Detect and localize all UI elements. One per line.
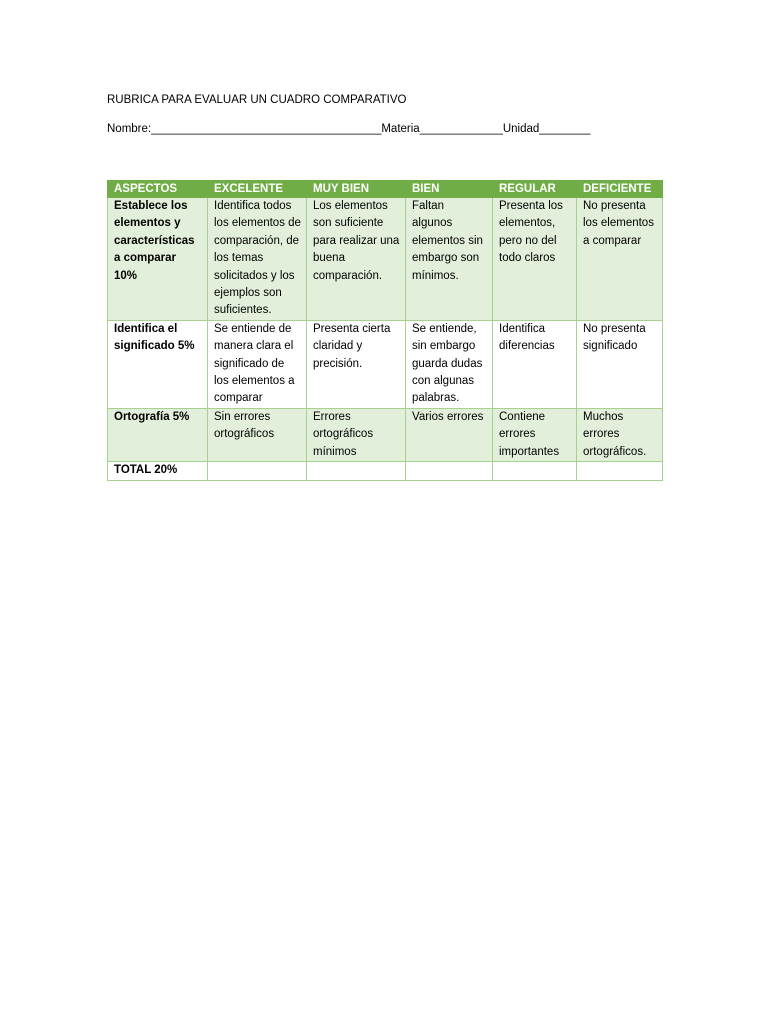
total-label-cell: TOTAL 20% (108, 462, 208, 480)
criterion-cell-deficiente: No presenta los elementos a comparar (577, 198, 663, 321)
criterion-cell-muy-bien: Presenta cierta claridad y precisión. (307, 320, 406, 408)
rubric-row-total (108, 462, 663, 480)
criterion-cell-muy-bien: Errores ortográficos mínimos (307, 408, 406, 461)
header-deficiente: DEFICIENTE (577, 181, 663, 198)
criterion-cell-regular: Presenta los elementos, pero no del todo claros (493, 198, 577, 321)
criterion-cell-deficiente: Muchos errores ortográficos. (577, 408, 663, 461)
header-aspectos: ASPECTOS (108, 181, 208, 198)
header-excelente: EXCELENTE (208, 181, 307, 198)
document-title: RUBRICA PARA EVALUAR UN CUADRO COMPARATIVO (107, 94, 407, 106)
total-cell-bien (406, 462, 493, 480)
criterion-cell-muy-bien: Los elementos son suficiente para realizar una buena comparación. (307, 198, 406, 321)
total-cell-regular (493, 462, 577, 480)
criterion-cell-regular: Identifica diferencias (493, 320, 577, 408)
total-cell-excelente (208, 462, 307, 480)
criterion-cell-bien: Faltan algunos elementos sin embargo son mínimos. (406, 198, 493, 321)
rubric-row-significado (108, 320, 663, 408)
header-muy-bien: MUY BIEN (307, 181, 406, 198)
criterion-cell-bien: Se entiende, sin embargo guarda dudas con algunas palabras. (406, 320, 493, 408)
criterion-cell-regular: Contiene errores importantes (493, 408, 577, 461)
criterion-cell-excelente: Identifica todos los elementos de comparación, de los temas solicitados y los ejemplos son suficientes. (208, 198, 307, 321)
criterion-cell-excelente: Sin errores ortográficos (208, 408, 307, 461)
rubric-row-ortografia (108, 408, 663, 461)
rubric-row-elementos (108, 198, 663, 321)
rubric-header-row (108, 181, 663, 198)
total-cell-muy-bien (307, 462, 406, 480)
aspect-cell: Establece los elementos y características a comparar 10% (108, 198, 208, 321)
criterion-cell-excelente: Se entiende de manera clara el significado de los elementos a comparar (208, 320, 307, 408)
aspect-cell: Ortografía 5% (108, 408, 208, 461)
header-bien: BIEN (406, 181, 493, 198)
rubric-table (107, 180, 663, 481)
student-info-line: Nombre:____________________________________Materia_____________Unidad________ (107, 123, 591, 135)
header-regular: REGULAR (493, 181, 577, 198)
aspect-cell: Identifica el significado 5% (108, 320, 208, 408)
total-cell-deficiente (577, 462, 663, 480)
criterion-cell-deficiente: No presenta significado (577, 320, 663, 408)
criterion-cell-bien: Varios errores (406, 408, 493, 461)
